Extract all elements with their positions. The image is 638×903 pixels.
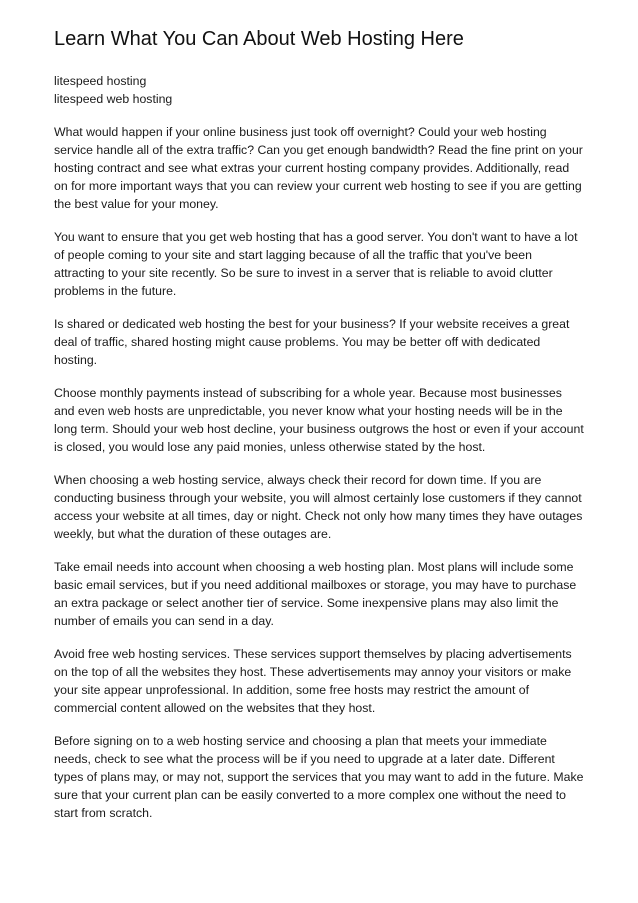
keyword-list [54,72,584,108]
document-page [54,26,584,837]
paragraph-4: Choose monthly payments instead of subscribing for a whole year. Because most businesses and even web hosts are unpredictable, you never know what your hosting needs will be in the long term. Should your web host decline, your business outgrows the host or even if your account is closed, you would lose any paid monies, unless otherwise stated by the host. [54,386,584,454]
paragraph-1: What would happen if your online business just took off overnight? Could your web hosting service handle all of the extra traffic? Can you get enough bandwidth? Read the fine print on your hosting contract and see what extras your current hosting company provides. Additionally, read on for more important ways that you can review your current web hosting to see if you are getting the best value for your money. [54,125,583,211]
paragraph-2: You want to ensure that you get web hosting that has a good server. You don't want to have a lot of people coming to your site and start lagging because of all the traffic that you've been attracting to your site recently. So be sure to invest in a server that is reliable to avoid clutter problems in the future. [54,230,578,298]
keyword-item: litespeed hosting [54,74,147,88]
keyword-item: litespeed web hosting [54,92,173,106]
paragraph-7: Avoid free web hosting services. These services support themselves by placing advertisements on the top of all the websites they host. These advertisements may annoy your visitors or make your site appear unprofessional. In addition, some free hosts may restrict the amount of commercial content allowed on the websites that they host. [54,647,572,715]
paragraph-5: When choosing a web hosting service, always check their record for down time. If you are conducting business through your website, you will almost certainly lose customers if they cannot access your website at all times, day or night. Check not only how many times they have outages weekly, but what the duration of these outages are. [54,473,583,541]
page-title: Learn What You Can About Web Hosting Here [54,28,464,50]
paragraph-6: Take email needs into account when choosing a web hosting plan. Most plans will include some basic email services, but if you need additional mailboxes or storage, you may have to purchase an extra package or select another tier of service. Some inexpensive plans may also limit the number of emails you can send in a day. [54,560,577,628]
paragraph-8: Before signing on to a web hosting service and choosing a plan that meets your immediate needs, check to see what the process will be if you need to upgrade at a later date. Different types of plans may, or may not, support the services that you may want to add in the future. Make sure that your current plan can be easily converted to a more complex one without the need to start from scratch. [54,734,584,820]
paragraph-3: Is shared or dedicated web hosting the best for your business? If your website receives a great deal of traffic, shared hosting might cause problems. You may be better off with dedicated hosting. [54,317,570,367]
